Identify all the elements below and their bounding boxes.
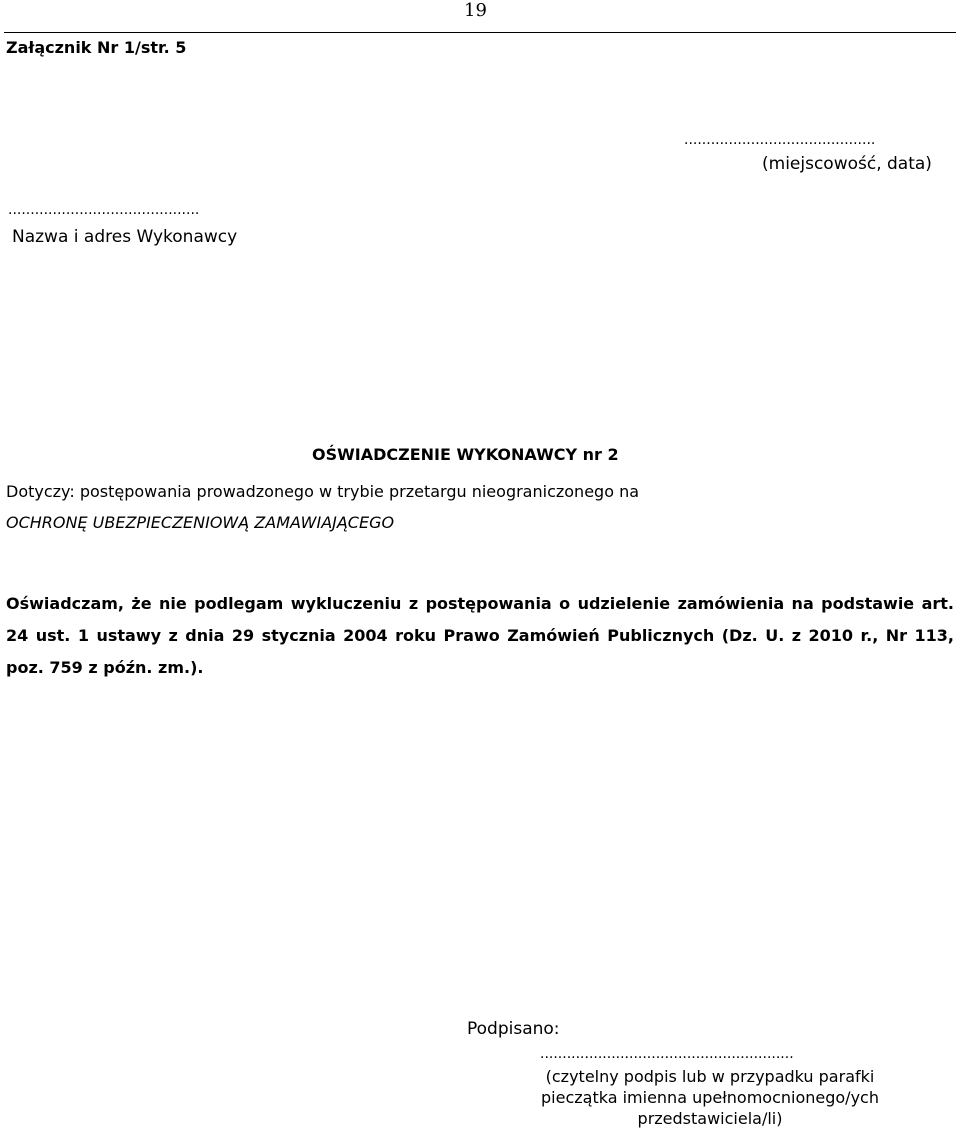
place-date-dots: ........................................... <box>684 132 876 148</box>
attachment-label: Załącznik Nr 1/str. 5 <box>6 38 187 57</box>
signature-caption-line: przedstawiciela/li) <box>637 1109 783 1128</box>
statement-paragraph: Oświadczam, że nie podlegam wykluczeniu z postępowania o udzielenie zamówienia na podstawie art. 24 ust. 1 ustawy z dnia 29 stycznia 2004 roku Prawo Zamówień Publicznych (Dz. U. z 2010 r., Nr 113, poz. 759 z późn. zm.). <box>6 594 954 677</box>
contractor-caption: Nazwa i adres Wykonawcy <box>12 227 238 247</box>
signature-dots: ......................................................... <box>540 1046 794 1062</box>
document-title: OŚWIADCZENIE WYKONAWCY nr 2 <box>312 445 619 464</box>
tender-subject: OCHRONĘ UBEZPIECZENIOWĄ ZAMAWIAJĄCEGO <box>6 513 395 532</box>
concerns-line: Dotyczy: postępowania prowadzonego w trybie przetargu nieograniczonego na <box>6 482 640 501</box>
place-date-caption: (miejscowość, data) <box>762 154 932 174</box>
contractor-dots: ........................................... <box>8 202 200 218</box>
header-divider <box>4 32 956 33</box>
page-number: 19 <box>464 0 487 21</box>
signed-label: Podpisano: <box>467 1019 560 1039</box>
signature-caption-line: (czytelny podpis lub w przypadku parafki <box>545 1067 875 1086</box>
signature-caption-line: pieczątka imienna upełnomocnionego/ych <box>541 1088 879 1107</box>
signature-caption <box>505 1066 915 1129</box>
